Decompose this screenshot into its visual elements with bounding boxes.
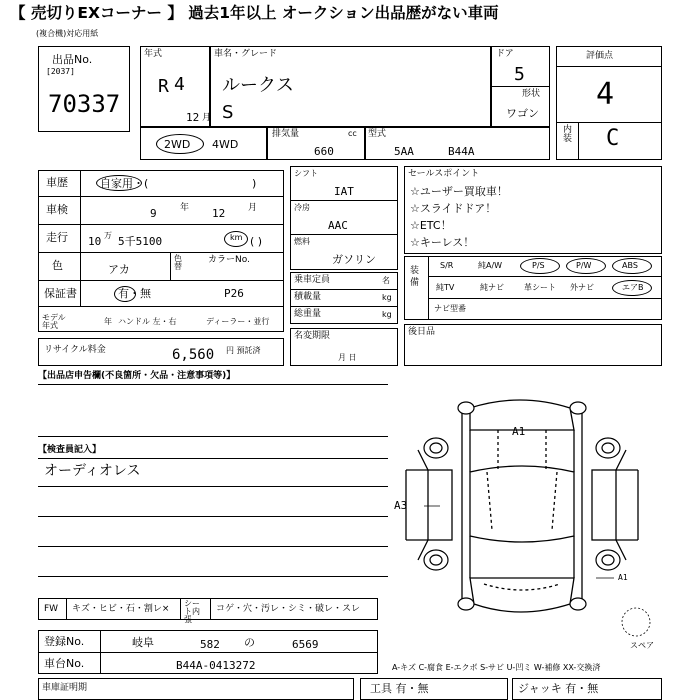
month-value: 12 — [186, 111, 200, 124]
damage-mark-left: A3 — [394, 499, 408, 512]
warranty-options: 有・無 — [118, 287, 151, 300]
exhibitor-notes-label: 【出品店申告欄(不良箇所・欠品・注意事項等)】 — [38, 371, 236, 381]
displacement-label: 排気量 — [272, 129, 300, 139]
chassis-label: 車台No. — [44, 657, 85, 670]
color-value: アカ — [108, 263, 130, 276]
color-no-label: カラーNo. — [208, 255, 250, 265]
handle: ハンドル 左・右 — [118, 317, 177, 326]
displacement-value: 660 — [314, 145, 334, 158]
shift-label: シフト — [294, 169, 318, 178]
cc-label: cc — [348, 129, 357, 138]
damage-mark-top: A1 — [512, 425, 526, 438]
mileage-man: 10 — [88, 235, 102, 248]
capacity-unit-1: kg — [382, 293, 392, 302]
equip-sr: S/R — [440, 261, 454, 270]
capacity-label-0: 乗車定員 — [294, 275, 331, 285]
registration-label: 登録No. — [44, 635, 85, 648]
change-date-label: 名変期限 — [294, 331, 331, 341]
lot-number: 70337 — [48, 90, 121, 118]
name-label: 車名・グレード — [214, 49, 278, 59]
mileage-label: 走行 — [46, 231, 68, 244]
equipment-label: 装備 — [410, 266, 420, 288]
sales-point-1: ☆スライドドア！ — [410, 202, 497, 215]
fw-label: FW — [44, 604, 59, 614]
fuel-value: ガソリン — [332, 253, 376, 266]
sales-label: セールスポイント — [408, 169, 480, 179]
history-value: 自家用・( — [100, 177, 149, 190]
model-year-label: モデル年式 — [42, 313, 66, 330]
door-value: 5 — [514, 64, 525, 85]
grade-label: 評価点 — [586, 51, 614, 61]
shape-label: 形状 — [522, 89, 541, 99]
change-date-unit: 月 日 — [338, 353, 357, 362]
fuel-label: 燃料 — [294, 237, 310, 246]
inspector-value: オーディオレス — [44, 463, 141, 479]
shape-value: ワゴン — [506, 107, 539, 120]
ac-label: 冷房 — [294, 203, 310, 212]
color-no-value: P26 — [224, 287, 244, 300]
model-year-unit: 年 — [104, 317, 112, 326]
ac-value: AAC — [328, 219, 348, 232]
month-unit: 月 — [202, 113, 212, 123]
model-prefix: 5AA — [394, 145, 414, 158]
vehicle-name: ルークス — [222, 75, 294, 96]
door-label: ドア — [496, 49, 514, 59]
header-subtitle: (複合機)対応用紙 — [36, 29, 99, 38]
equip-pw: P/W — [576, 261, 592, 270]
capacity-label-1: 積載量 — [294, 292, 322, 302]
spare-label: スペア — [630, 641, 654, 650]
fw-items: キズ・ヒビ・石・割レ× — [72, 604, 170, 614]
history-close: ) — [252, 177, 257, 190]
mileage-suffix: ( ) — [250, 235, 263, 248]
mileage-man-unit: 万 — [104, 231, 112, 240]
seat-label: シート内張 — [184, 599, 200, 624]
equip-extnavi: 外ナビ — [570, 283, 594, 292]
interior-label: 内装 — [563, 125, 573, 144]
drive-4wd: 4WD — [212, 138, 239, 151]
capacity-unit-0: 名 — [382, 276, 390, 285]
registration-plate: 6569 — [292, 638, 319, 651]
lot-label: 出品No. — [52, 53, 93, 66]
history-label: 車歴 — [46, 176, 68, 189]
color-change-label: 色替 — [174, 254, 182, 271]
header-title: 【 売切りEXコーナー 】 過去1年以上 オークション出品歴がない車両 — [10, 4, 499, 22]
year-era: R — [158, 76, 169, 97]
model-label: 型式 — [368, 129, 387, 139]
equip-abs: ABS — [622, 261, 638, 270]
legend: A-キズ C-腐食 E-エクボ S-サビ U-凹ミ W-補修 XX-交換済 — [392, 663, 601, 672]
recycle-label: リサイクル料金 — [44, 345, 106, 355]
damage-mark-right: A1 — [618, 573, 628, 582]
registration-kana: の — [244, 636, 255, 649]
equip-tv: 純TV — [436, 283, 455, 292]
model-value: B44A — [448, 145, 475, 158]
seat-items: コゲ・穴・汚レ・シミ・破レ・スレ — [216, 604, 361, 614]
inspection-month-unit: 月 — [248, 203, 258, 213]
grade-value: 4 — [596, 77, 615, 112]
inspection-label: 車検 — [46, 203, 68, 216]
recycle-unit: 円 預託済 — [226, 346, 261, 355]
chassis-value: B44A-0413272 — [176, 659, 256, 672]
equip-leather: 革シート — [524, 283, 556, 292]
equip-navi: 純ナビ — [480, 283, 504, 292]
mileage-km: km — [230, 233, 243, 242]
equip-nav-model: ナビ型番 — [434, 304, 466, 313]
sales-point-2: ☆ETC！ — [410, 219, 452, 232]
tools: 工具 有・無 — [370, 682, 429, 695]
sales-point-3: ☆キーレス！ — [410, 236, 475, 249]
drive-2wd: 2WD — [164, 138, 191, 151]
mileage-value: 5千5100 — [118, 235, 163, 248]
warranty-label: 保証書 — [44, 287, 77, 300]
color-label: 色 — [52, 259, 63, 272]
jack: ジャッキ 有・無 — [518, 682, 599, 695]
registration-num: 582 — [200, 638, 220, 651]
equip-airbag: エアB — [622, 283, 644, 292]
shift-value: IAT — [334, 185, 354, 198]
inspection-month: 12 — [212, 207, 226, 220]
capacity-label-2: 総重量 — [294, 309, 322, 319]
recycle-value: 6,560 — [172, 347, 215, 363]
capacity-unit-2: kg — [382, 310, 392, 319]
notes-label: 後日品 — [408, 327, 436, 337]
year-value: 4 — [174, 74, 185, 95]
equip-aw: 純A/W — [478, 261, 503, 270]
inspection-year: 9 — [150, 207, 157, 220]
year-label: 年式 — [144, 49, 163, 59]
lot-stamp: [2037] — [46, 67, 75, 76]
inspection-year-unit: 年 — [180, 203, 190, 213]
equip-ps: P/S — [532, 261, 545, 270]
vehicle-grade: S — [222, 102, 234, 123]
dealer: ディーラー・並行 — [206, 317, 270, 326]
cert-label: 車庫証明期 — [42, 683, 88, 693]
registration-pref: 岐阜 — [132, 636, 154, 649]
sales-point-0: ☆ユーザー買取車！ — [410, 185, 508, 198]
interior-value: C — [606, 126, 620, 151]
inspector-label: 【検査員記入】 — [38, 445, 102, 455]
